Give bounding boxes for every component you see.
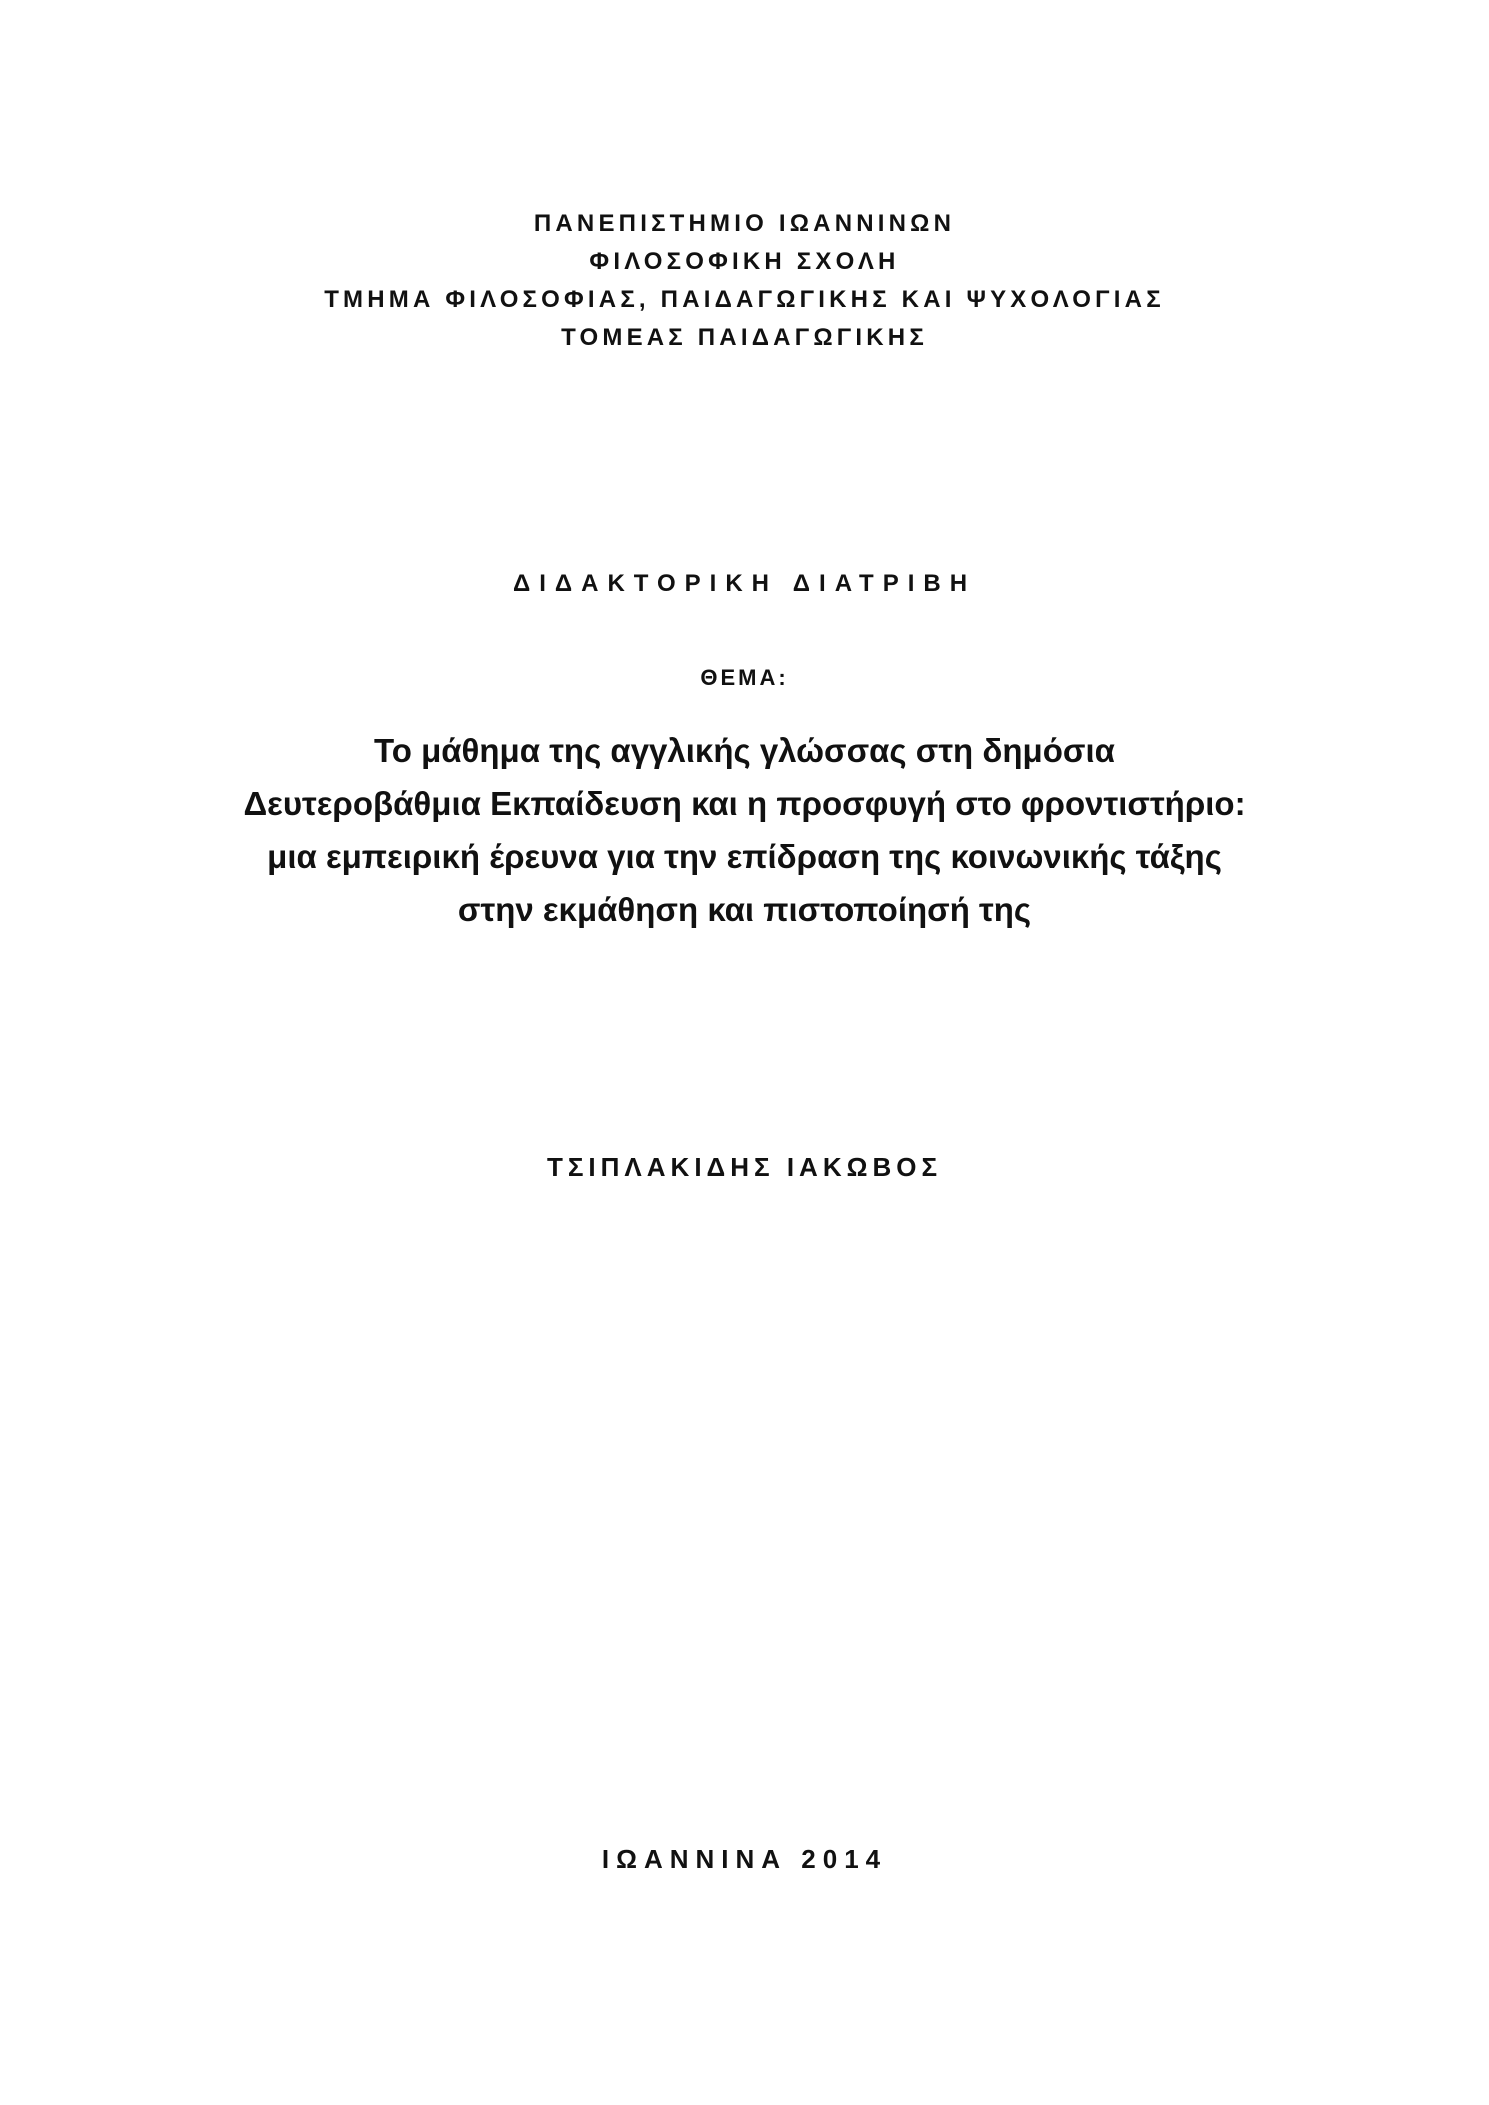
thesis-title	[0, 724, 1489, 936]
author-name: ΤΣΙΠΛΑΚΙΔΗΣ ΙΑΚΩΒΟΣ	[546, 1152, 943, 1182]
title-line: στην εκμάθηση και πιστοποίησή της	[457, 891, 1032, 928]
university-name: ΠΑΝΕΠΙΣΤΗΜΙΟ ΙΩΑΝΝΙΝΩΝ	[533, 210, 956, 237]
department-name: ΤΜΗΜΑ ΦΙΛΟΣΟΦΙΑΣ, ΠΑΙΔΑΓΩΓΙΚΗΣ ΚΑΙ ΨΥΧΟΛΟΓΙΑΣ	[324, 286, 1165, 313]
title-line: Το μάθημα της αγγλικής γλώσσας στη δημόσια	[374, 732, 1115, 769]
title-line: Δευτεροβάθμια Εκπαίδευση και η προσφυγή στο φροντιστήριο:	[243, 785, 1246, 822]
institution-header	[0, 205, 1489, 357]
school-name: ΦΙΛΟΣΟΦΙΚΗ ΣΧΟΛΗ	[589, 248, 900, 275]
title-line: μια εμπειρική έρευνα για την επίδραση της κοινωνικής τάξης	[267, 838, 1222, 875]
section-name: ΤΟΜΕΑΣ ΠΑΙΔΑΓΩΓΙΚΗΣ	[561, 324, 928, 351]
place-and-year: ΙΩΑΝΝΙΝΑ 2014	[601, 1844, 888, 1874]
document-type: ΔΙΔΑΚΤΟΡΙΚΗ ΔΙΑΤΡΙΒΗ	[512, 570, 977, 597]
subject-label: ΘΕΜΑ:	[700, 665, 789, 690]
